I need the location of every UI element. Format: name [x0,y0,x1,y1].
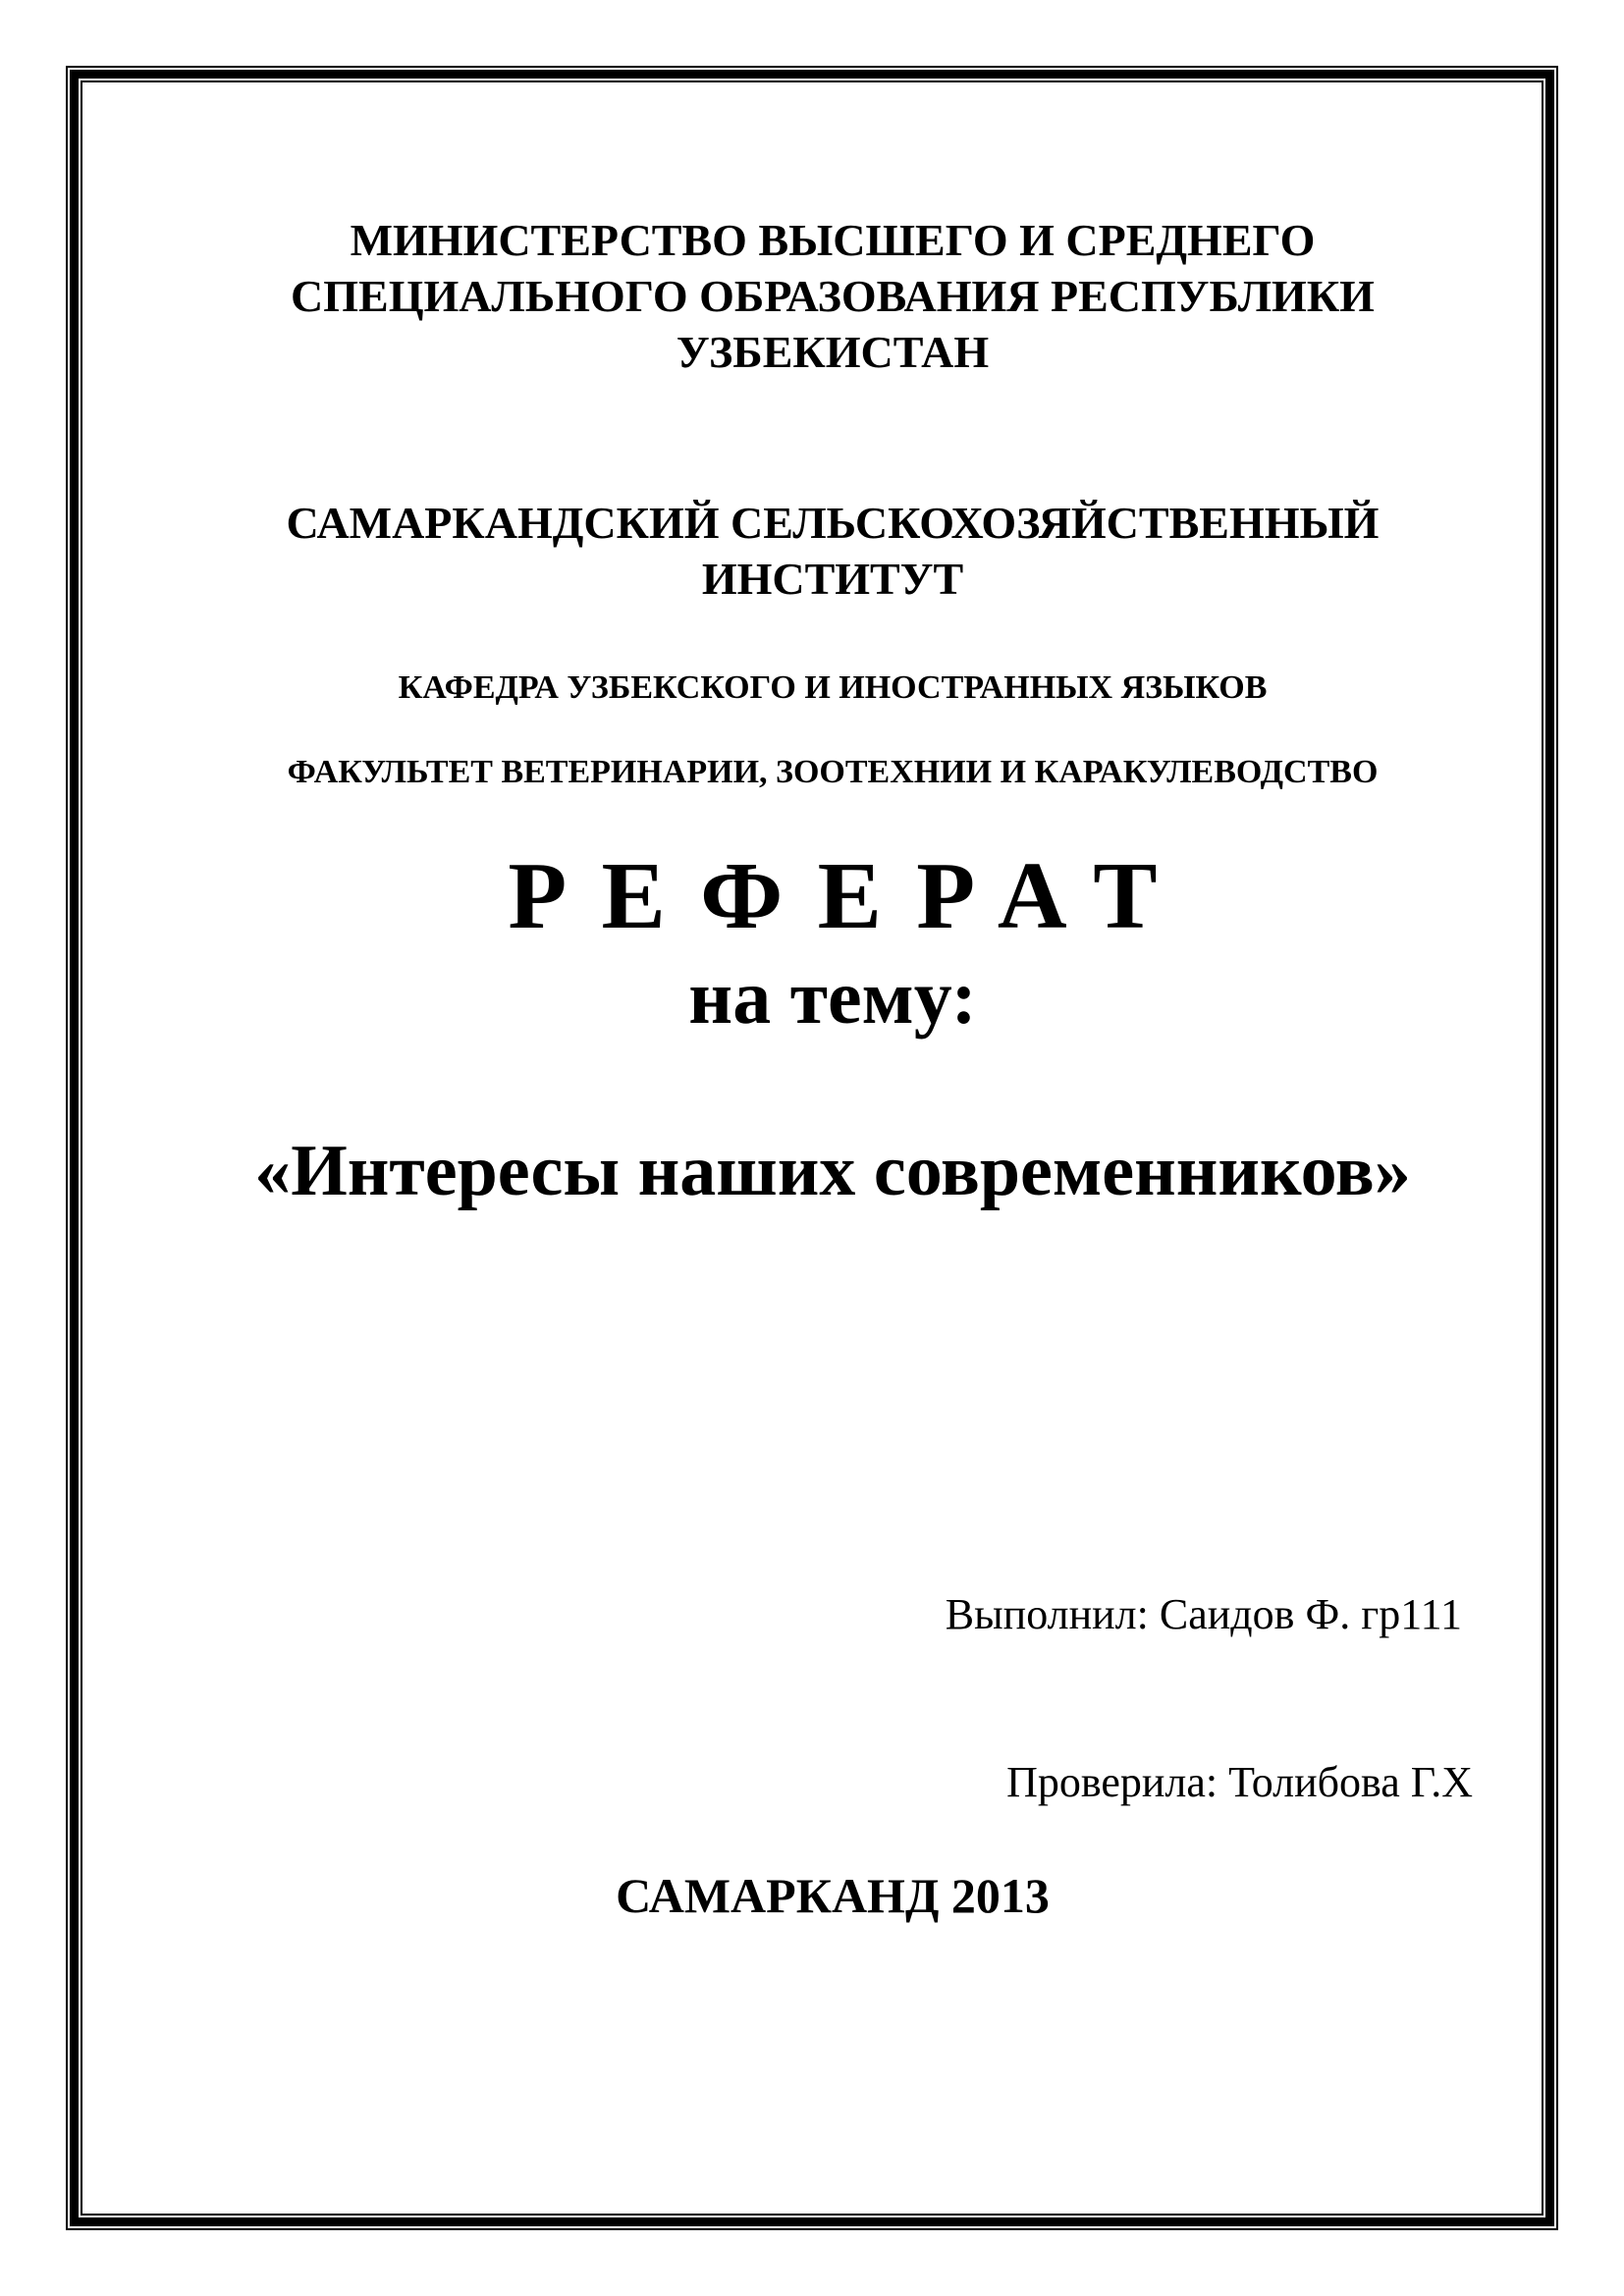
department-heading: КАФЕДРА УЗБЕКСКОГО И ИНОСТРАННЫХ ЯЗЫКОВ [398,669,1268,706]
ministry-line-1: МИНИСТЕРСТВО ВЫСШЕГО И СРЕДНЕГО [350,215,1316,265]
authors-block [687,1474,1473,1866]
checked-by-line: Проверила: Толибова Г.Х [1006,1758,1473,1806]
topic-intro: на тему: [688,954,977,1040]
city-year: САМАРКАНД 2013 [616,1868,1050,1923]
institute-line-2: ИНСТИТУТ [701,554,964,604]
ministry-line-3: УЗБЕКИСТАН [676,327,990,377]
ministry-heading [145,212,1520,380]
institute-line-1: САМАРКАНДСКИЙ СЕЛЬСКОХОЗЯЙСТВЕННЫЙ [286,498,1380,548]
document-type-title: РЕФЕРАТ [508,843,1192,949]
ministry-line-2: СПЕЦИАЛЬНОГО ОБРАЗОВАНИЯ РЕСПУБЛИКИ [291,271,1375,321]
performed-by-line: Выполнил: Саидов Ф. гр111 [945,1590,1473,1638]
institute-heading [145,495,1520,607]
faculty-heading: ФАКУЛЬТЕТ ВЕТЕРИНАРИИ, ЗООТЕХНИИ И КАРАКУЛЕВОДСТВО [287,754,1379,790]
topic-title: «Интересы наших современников» [254,1131,1411,1211]
